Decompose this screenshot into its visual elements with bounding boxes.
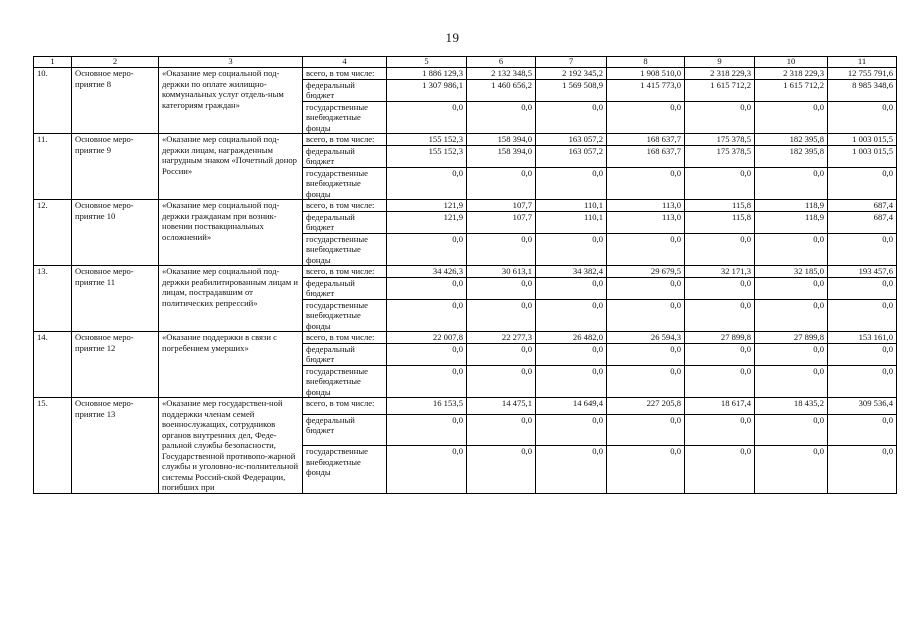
amount-cell: 26 482,0 (536, 332, 607, 344)
amount-cell: 158 394,0 (467, 134, 536, 146)
amount-cell: 2 318 229,3 (685, 68, 755, 80)
amount-cell: 0,0 (828, 446, 897, 493)
amount-cell: 0,0 (755, 233, 828, 266)
funding-source-label: всего, в том числе: (303, 266, 387, 278)
amount-cell: 0,0 (607, 167, 685, 200)
amount-cell: 0,0 (755, 343, 828, 365)
row-number: 15. (34, 398, 72, 494)
amount-cell: 27 899,8 (685, 332, 755, 344)
amount-cell: 0,0 (828, 414, 897, 446)
amount-cell: 27 899,8 (755, 332, 828, 344)
amount-cell: 0,0 (685, 101, 755, 134)
amount-cell: 0,0 (607, 414, 685, 446)
amount-cell: 0,0 (536, 446, 607, 493)
budget-table (33, 56, 897, 494)
column-header: 10 (755, 57, 828, 68)
amount-cell: 1 003 015,5 (828, 134, 897, 146)
amount-cell: 0,0 (387, 233, 467, 266)
amount-cell: 0,0 (607, 343, 685, 365)
funding-source-label: государственные внебюджетные фонды (303, 446, 387, 493)
amount-cell: 0,0 (828, 365, 897, 398)
column-header: 11 (828, 57, 897, 68)
amount-cell: 153 161,0 (828, 332, 897, 344)
amount-cell: 0,0 (387, 414, 467, 446)
activity-name: Основное меро-приятие 8 (72, 68, 159, 134)
amount-cell: 0,0 (536, 277, 607, 299)
amount-cell: 32 185,0 (755, 266, 828, 278)
funding-source-label: государственные внебюджетные фонды (303, 233, 387, 266)
activity-description: «Оказание поддержки в связи с погребением умерших» (159, 332, 303, 398)
amount-cell: 12 755 791,6 (828, 68, 897, 80)
activity-description: «Оказание мер социальной под-держки по оплате жилищно-коммунальных услуг отдель-ным категориям граждан» (159, 68, 303, 134)
amount-cell: 8 985 348,6 (828, 79, 897, 101)
amount-cell: 107,7 (467, 211, 536, 233)
amount-cell: 175 378,5 (685, 134, 755, 146)
funding-source-label: государственные внебюджетные фонды (303, 101, 387, 134)
amount-cell: 29 679,5 (607, 266, 685, 278)
amount-cell: 1 415 773,0 (607, 79, 685, 101)
column-header: 6 (467, 57, 536, 68)
amount-cell: 34 426,3 (387, 266, 467, 278)
amount-cell: 0,0 (467, 414, 536, 446)
row-number: 12. (34, 200, 72, 266)
amount-cell: 0,0 (828, 299, 897, 332)
amount-cell: 1 569 508,9 (536, 79, 607, 101)
amount-cell: 182 395,8 (755, 145, 828, 167)
amount-cell: 113,0 (607, 211, 685, 233)
column-header: 9 (685, 57, 755, 68)
amount-cell: 18 435,2 (755, 398, 828, 415)
amount-cell: 0,0 (467, 101, 536, 134)
amount-cell: 115,8 (685, 211, 755, 233)
amount-cell: 168 637,7 (607, 134, 685, 146)
funding-source-label: государственные внебюджетные фонды (303, 365, 387, 398)
funding-source-label: всего, в том числе: (303, 398, 387, 415)
table-row (34, 266, 897, 278)
amount-cell: 22 277,3 (467, 332, 536, 344)
column-header: 8 (607, 57, 685, 68)
amount-cell: 32 171,3 (685, 266, 755, 278)
funding-source-label: всего, в том числе: (303, 134, 387, 146)
amount-cell: 0,0 (828, 101, 897, 134)
column-header: 3 (159, 57, 303, 68)
amount-cell: 18 617,4 (685, 398, 755, 415)
amount-cell: 0,0 (685, 414, 755, 446)
amount-cell: 14 475,1 (467, 398, 536, 415)
table-row (34, 134, 897, 146)
activity-description: «Оказание мер социальной под-держки гражданам при возник-новении поствакцинальных осложнений» (159, 200, 303, 266)
amount-cell: 0,0 (685, 365, 755, 398)
activity-name: Основное меро-приятие 9 (72, 134, 159, 200)
amount-cell: 1 615 712,2 (755, 79, 828, 101)
amount-cell: 309 536,4 (828, 398, 897, 415)
amount-cell: 158 394,0 (467, 145, 536, 167)
amount-cell: 0,0 (607, 277, 685, 299)
amount-cell: 1 615 712,2 (685, 79, 755, 101)
activity-name: Основное меро-приятие 11 (72, 266, 159, 332)
amount-cell: 0,0 (755, 414, 828, 446)
amount-cell: 1 460 656,2 (467, 79, 536, 101)
column-header: 7 (536, 57, 607, 68)
amount-cell: 0,0 (755, 101, 828, 134)
funding-source-label: федеральный бюджет (303, 79, 387, 101)
funding-source-label: федеральный бюджет (303, 211, 387, 233)
column-header: 5 (387, 57, 467, 68)
amount-cell: 0,0 (536, 233, 607, 266)
amount-cell: 0,0 (685, 167, 755, 200)
amount-cell: 2 192 345,2 (536, 68, 607, 80)
table-body (34, 68, 897, 494)
table-row (34, 398, 897, 415)
activity-name: Основное меро-приятие 13 (72, 398, 159, 494)
amount-cell: 118,9 (755, 211, 828, 233)
amount-cell: 2 132 348,5 (467, 68, 536, 80)
activity-name: Основное меро-приятие 10 (72, 200, 159, 266)
amount-cell: 2 318 229,3 (755, 68, 828, 80)
amount-cell: 115,8 (685, 200, 755, 212)
amount-cell: 110,1 (536, 200, 607, 212)
funding-source-label: государственные внебюджетные фонды (303, 299, 387, 332)
amount-cell: 107,7 (467, 200, 536, 212)
amount-cell: 0,0 (607, 446, 685, 493)
funding-source-label: всего, в том числе: (303, 68, 387, 80)
amount-cell: 182 395,8 (755, 134, 828, 146)
amount-cell: 0,0 (536, 414, 607, 446)
amount-cell: 22 007,8 (387, 332, 467, 344)
amount-cell: 168 637,7 (607, 145, 685, 167)
funding-source-label: государственные внебюджетные фонды (303, 167, 387, 200)
amount-cell: 0,0 (685, 299, 755, 332)
amount-cell: 1 003 015,5 (828, 145, 897, 167)
amount-cell: 16 153,5 (387, 398, 467, 415)
amount-cell: 0,0 (467, 167, 536, 200)
table-row (34, 200, 897, 212)
amount-cell: 14 649,4 (536, 398, 607, 415)
amount-cell: 26 594,3 (607, 332, 685, 344)
amount-cell: 227 205,8 (607, 398, 685, 415)
amount-cell: 0,0 (387, 277, 467, 299)
amount-cell: 118,9 (755, 200, 828, 212)
funding-source-label: федеральный бюджет (303, 145, 387, 167)
amount-cell: 121,9 (387, 211, 467, 233)
row-number: 14. (34, 332, 72, 398)
column-number-row (34, 57, 897, 68)
amount-cell: 0,0 (685, 233, 755, 266)
amount-cell: 0,0 (387, 446, 467, 493)
column-header: 4 (303, 57, 387, 68)
amount-cell: 687,4 (828, 200, 897, 212)
amount-cell: 0,0 (536, 343, 607, 365)
amount-cell: 155 152,3 (387, 134, 467, 146)
amount-cell: 1 886 129,3 (387, 68, 467, 80)
amount-cell: 0,0 (685, 343, 755, 365)
amount-cell: 0,0 (467, 233, 536, 266)
amount-cell: 0,0 (755, 277, 828, 299)
column-header: 2 (72, 57, 159, 68)
amount-cell: 0,0 (467, 299, 536, 332)
amount-cell: 163 057,2 (536, 134, 607, 146)
funding-source-label: всего, в том числе: (303, 332, 387, 344)
amount-cell: 163 057,2 (536, 145, 607, 167)
activity-description: «Оказание мер социальной под-держки лицам, награжденным нагрудным знаком «Почетный донор России» (159, 134, 303, 200)
amount-cell: 0,0 (387, 167, 467, 200)
amount-cell: 0,0 (685, 277, 755, 299)
amount-cell: 0,0 (755, 299, 828, 332)
funding-source-label: всего, в том числе: (303, 200, 387, 212)
amount-cell: 0,0 (387, 101, 467, 134)
amount-cell: 0,0 (828, 233, 897, 266)
funding-source-label: федеральный бюджет (303, 343, 387, 365)
amount-cell: 0,0 (467, 446, 536, 493)
amount-cell: 0,0 (536, 167, 607, 200)
amount-cell: 0,0 (387, 343, 467, 365)
amount-cell: 0,0 (467, 365, 536, 398)
row-number: 13. (34, 266, 72, 332)
amount-cell: 34 382,4 (536, 266, 607, 278)
amount-cell: 0,0 (607, 233, 685, 266)
amount-cell: 0,0 (755, 365, 828, 398)
amount-cell: 0,0 (828, 277, 897, 299)
page-number: 19 (445, 30, 460, 45)
amount-cell: 0,0 (536, 101, 607, 134)
amount-cell: 0,0 (387, 299, 467, 332)
amount-cell: 110,1 (536, 211, 607, 233)
activity-description: «Оказание мер социальной под-держки реабилитированным лицам и лицам, пострадавшим от политических репрессий» (159, 266, 303, 332)
amount-cell: 0,0 (828, 343, 897, 365)
amount-cell: 1 307 986,1 (387, 79, 467, 101)
amount-cell: 0,0 (755, 446, 828, 493)
amount-cell: 0,0 (607, 365, 685, 398)
amount-cell: 0,0 (607, 101, 685, 134)
funding-source-label: федеральный бюджет (303, 414, 387, 446)
amount-cell: 175 378,5 (685, 145, 755, 167)
row-number: 10. (34, 68, 72, 134)
amount-cell: 0,0 (467, 277, 536, 299)
funding-source-label: федеральный бюджет (303, 277, 387, 299)
amount-cell: 113,0 (607, 200, 685, 212)
amount-cell: 121,9 (387, 200, 467, 212)
amount-cell: 1 908 510,0 (607, 68, 685, 80)
table-row (34, 332, 897, 344)
row-number: 11. (34, 134, 72, 200)
column-header: 1 (34, 57, 72, 68)
amount-cell: 0,0 (467, 343, 536, 365)
amount-cell: 0,0 (536, 299, 607, 332)
amount-cell: 687,4 (828, 211, 897, 233)
amount-cell: 0,0 (536, 365, 607, 398)
amount-cell: 30 613,1 (467, 266, 536, 278)
amount-cell: 0,0 (607, 299, 685, 332)
amount-cell: 0,0 (685, 446, 755, 493)
amount-cell: 0,0 (387, 365, 467, 398)
table-row (34, 68, 897, 80)
activity-name: Основное меро-приятие 12 (72, 332, 159, 398)
amount-cell: 0,0 (755, 167, 828, 200)
amount-cell: 193 457,6 (828, 266, 897, 278)
amount-cell: 0,0 (828, 167, 897, 200)
activity-description: «Оказание мер государствен-ной поддержки членам семей военнослужащих, сотрудников органов внутренних дел, Феде-ральной службы безопасности, Государственной противопо-жарной службы и уголовно-ис-полнительной системы Россий-ской Федерации, погибших при (159, 398, 303, 494)
amount-cell: 155 152,3 (387, 145, 467, 167)
